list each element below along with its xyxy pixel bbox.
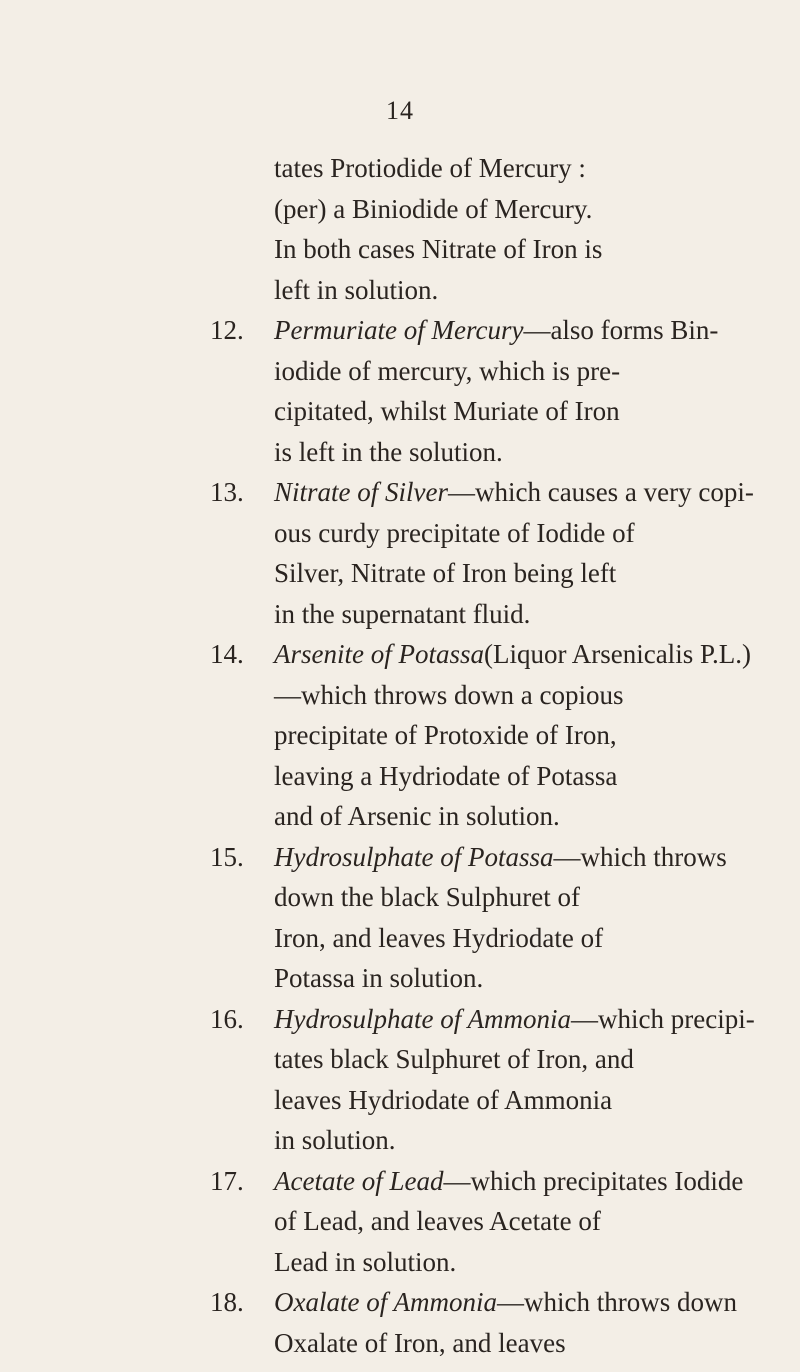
text-line [274, 472, 754, 513]
text-line [274, 310, 718, 351]
entry-number: 13. [210, 477, 244, 507]
entry-title: Nitrate of Silver [274, 477, 448, 507]
continuation-paragraph [218, 148, 718, 310]
entry-title: Arsenite of Potassa [274, 639, 484, 669]
text-run: —which throws down [496, 1287, 737, 1317]
entry-number: 12. [210, 315, 244, 345]
text-run: —which precipitates Iodide [443, 1165, 744, 1196]
entry-16 [210, 999, 755, 1161]
text-line: tates Protiodide of Mercury : [274, 153, 586, 183]
text-line: iodide of mercury, which is pre- [274, 355, 621, 386]
entry-12 [210, 310, 719, 472]
text-line: Silver, Nitrate of Iron being left [274, 558, 617, 588]
text-line: —which throws down a copious [274, 679, 624, 710]
text-line: leaves Hydriodate of Ammonia [274, 1084, 613, 1115]
text-line: and of Arsenic in solution. [274, 801, 560, 831]
text-line: (per) a Biniodide of Mercury. [274, 193, 593, 224]
text-run: —which throws [553, 841, 727, 872]
text-run: (Liquor Arsenicalis P.L.) [484, 639, 751, 669]
text-line: down the black Sulphuret of [274, 882, 580, 912]
entry-number: 16. [210, 1003, 244, 1034]
entry-title: Permuriate of Mercury [274, 315, 524, 345]
text-line: Oxalate of Iron, and leaves [274, 1327, 566, 1358]
text-line: Lead in solution. [274, 1246, 457, 1277]
text-line: of Lead, and leaves Acetate of [274, 1206, 601, 1236]
text-line: Potassa in solution. [274, 963, 484, 993]
text-line: in solution. [274, 1125, 396, 1155]
text-line: Iron, and leaves Hydriodate of [274, 922, 604, 953]
page-number: 14 [386, 96, 414, 125]
entry-title: Hydrosulphate of Potassa [274, 841, 554, 872]
entry-18 [210, 1282, 737, 1363]
entry-17 [210, 1161, 744, 1283]
text-line: In both cases Nitrate of Iron is [274, 234, 603, 264]
text-line [274, 634, 751, 675]
text-line [274, 1282, 737, 1323]
text-line [274, 1161, 744, 1202]
entry-number: 18. [210, 1287, 244, 1317]
page-body [210, 148, 755, 1363]
text-line: cipitated, whilst Muriate of Iron [274, 396, 620, 426]
entry-number: 14. [210, 639, 244, 669]
text-line: is left in the solution. [274, 436, 503, 467]
entry-number: 17. [210, 1165, 244, 1196]
text-line: leaving a Hydriodate of Potassa [274, 760, 618, 791]
entry-title: Oxalate of Ammonia [274, 1287, 497, 1317]
text-run: —which causes a very copi- [447, 477, 754, 507]
text-line: left in solution. [274, 274, 439, 305]
entry-15 [210, 837, 727, 999]
entry-13 [210, 472, 754, 634]
text-line: in the supernatant fluid. [274, 598, 531, 629]
text-run: —also forms Bin- [523, 315, 719, 345]
text-line: tates black Sulphuret of Iron, and [274, 1044, 634, 1074]
text-run: —which precipi- [571, 1003, 755, 1034]
entry-14 [210, 634, 751, 837]
text-line [274, 837, 727, 878]
text-line: ous curdy precipitate of Iodide of [274, 517, 635, 548]
entry-title: Hydrosulphate of Ammonia [274, 1003, 571, 1034]
text-line: precipitate of Protoxide of Iron, [274, 720, 617, 750]
text-line [274, 999, 755, 1040]
entry-title: Acetate of Lead [274, 1165, 444, 1196]
entry-number: 15. [210, 841, 244, 872]
